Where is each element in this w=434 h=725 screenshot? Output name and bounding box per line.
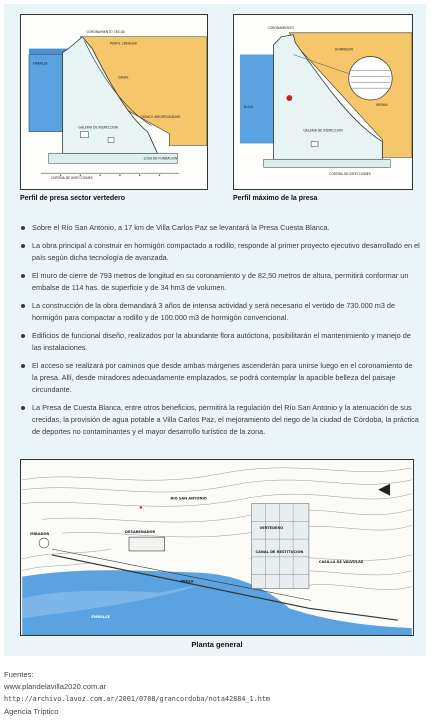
plan-label-canal: CANAL DE RESTITUCION xyxy=(255,549,304,554)
max-profile-diagram xyxy=(233,14,413,202)
plan-label-rio: RIO SAN ANTONIO xyxy=(170,496,207,501)
svg-text:CORTINA DE INYECCIONES: CORTINA DE INYECCIONES xyxy=(328,172,371,177)
plan-label-embalse: EMBALSE xyxy=(91,615,111,620)
list-item: Sobre el Río San Antonio, a 17 km de Villa Carlos Paz se levantará la Presa Cuesta Blanca. xyxy=(18,222,420,234)
svg-text:CORONAMIENTO 783,00: CORONAMIENTO 783,00 xyxy=(86,29,125,34)
list-item: La construcción de la obra demandará 3 años de intensa actividad y será necesario el vertido de 730.000 m3 de hormigón para compactar a rodillo y de 100.000 m3 de hormigón convencional. xyxy=(18,300,420,324)
max-profile-drawing xyxy=(233,14,413,190)
plan-label-mirador: MIRADOR xyxy=(30,532,50,537)
svg-text:HORMIGON: HORMIGON xyxy=(334,47,353,52)
list-item: El acceso se realizará por caminos que desde ambas márgenes ascenderán para unirse luego en el coronamiento de la presa. Allí, desde miradores adecuadamente emplazados, se podrá contemplar la apacible belleza del paisaje circundante. xyxy=(18,360,420,396)
source-link-lavoz[interactable]: http://archivo.lavoz.com.ar/2001/0708/grancordoba/nota42884_1.htm xyxy=(4,695,270,704)
plan-label-casilla: CASILLA DE VALVULAS xyxy=(318,559,364,564)
svg-text:CUENCO AMORTIGUADOR: CUENCO AMORTIGUADOR xyxy=(139,114,181,119)
general-plan xyxy=(20,459,414,649)
general-plan-drawing xyxy=(20,459,414,636)
spillway-profile-drawing xyxy=(20,14,208,190)
plan-label-desarenador: DESARENADOR xyxy=(125,530,156,535)
list-item: La Presa de Cuesta Blanca, entre otros beneficios, permitirá la regulación del Río San Antonio y la atenuación de sus crecidas, la provisión de agua potable a Villa Carlos Paz, el mejoramiento del riego de la ciudad de Córdoba, la práctica de deportes no contaminantes y el mayor desarrollo turístico de la zona. xyxy=(18,402,420,438)
svg-text:N.A.N.: N.A.N. xyxy=(243,104,254,109)
spillway-profile-diagram xyxy=(20,14,208,202)
list-item: La obra principal a construir en hormigón compactado a rodillo, responde al primer proyecto ejecutivo desarrollado en el país según dicha tecnología de avanzada. xyxy=(18,240,420,264)
plan-label-presa: PRESA xyxy=(180,579,194,584)
dam-facts-list xyxy=(18,222,420,444)
svg-text:GALERIA DE INSPECCION: GALERIA DE INSPECCION xyxy=(78,125,118,130)
spillway-profile-caption: Perfil de presa sector vertedero xyxy=(20,195,126,202)
svg-text:CORTINA DE INYECCIONES: CORTINA DE INYECCIONES xyxy=(50,176,93,181)
svg-text:EMBALSE: EMBALSE xyxy=(32,61,48,66)
svg-text:PERFIL CREAGER: PERFIL CREAGER xyxy=(110,41,137,46)
source-link-plandelavilla[interactable]: www.plandelavilla2020.com.ar xyxy=(4,682,107,692)
svg-text:LOSA DE FUNDACION: LOSA DE FUNDACION xyxy=(143,156,178,161)
sources-heading: Fuentes: xyxy=(4,670,34,679)
svg-text:CORONAMIENTO: CORONAMIENTO xyxy=(267,25,294,30)
sources-block xyxy=(4,669,430,718)
svg-text:BERMA: BERMA xyxy=(376,102,388,107)
content-panel xyxy=(4,4,426,656)
list-item: El muro de cierre de 793 metros de longitud en su coronamiento y de 82,50 metros de altura, permitirá conformar un embalse de 114 has. de superficie y de 34 hm3 de volumen. xyxy=(18,270,420,294)
general-plan-caption: Planta general xyxy=(191,640,243,649)
svg-text:GALERIA DE INSPECCION: GALERIA DE INSPECCION xyxy=(303,128,343,133)
svg-text:CANAL: CANAL xyxy=(117,75,129,80)
list-item: Edificios de funcional diseño, realizados por la abundante flora autóctona, posibilitarán el mantenimiento y manejo de las instalaciones. xyxy=(18,330,420,354)
max-profile-caption: Perfil máximo de la presa xyxy=(233,195,318,202)
plan-label-vertedero: VERTEDERO xyxy=(259,526,284,531)
source-agency: Agencia Tríptico xyxy=(4,706,59,716)
